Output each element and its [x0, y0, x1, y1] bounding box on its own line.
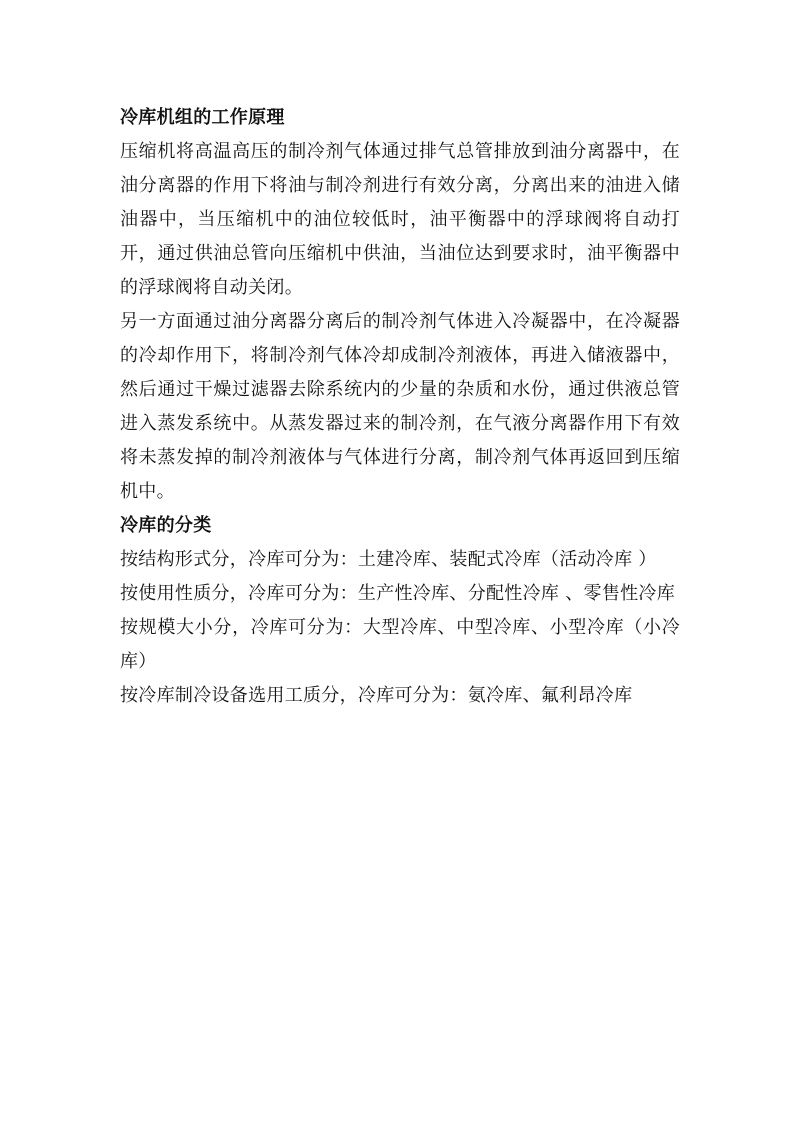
paragraph-refrigerant-cycle: 另一方面通过油分离器分离后的制冷剂气体进入冷凝器中，在冷凝器的冷却作用下，将制冷剂气体冷却成制冷剂液体，再进入储液器中，然后通过干燥过滤器去除系统内的少量的杂质和水份，通过供液总管进入蒸发系统中。从蒸发器过来的制冷剂，在气液分离器作用下有效将未蒸发掉的制冷剂液体与气体进行分离，制冷剂气体再返回到压缩机中。: [120, 311, 680, 502]
paragraph-oil-separation: 压缩机将高温高压的制冷剂气体通过排气总管排放到油分离器中，在油分离器的作用下将油与制冷剂进行有效分离，分离出来的油进入储油器中，当压缩机中的油位较低时，油平衡器中的浮球阀将自动打开，通过供油总管向压缩机中供油，当油位达到要求时，油平衡器中的浮球阀将自动关闭。: [120, 141, 680, 298]
classification-by-refrigerant: 按冷库制冷设备选用工质分，冷库可分为：氨冷库、氟利昂冷库: [120, 685, 633, 706]
document-page: [120, 101, 680, 713]
classification-by-usage: 按使用性质分，冷库可分为：生产性冷库、分配性冷库 、零售性冷库: [120, 583, 676, 604]
classification-by-scale: 按规模大小分，冷库可分为：大型冷库、中型冷库、小型冷库（小冷库）: [120, 617, 680, 672]
classification-by-structure: 按结构形式分，冷库可分为：土建冷库、装配式冷库（活动冷库 ）: [120, 549, 657, 570]
section-heading-working-principle: 冷库机组的工作原理: [120, 107, 285, 128]
section-heading-classification: 冷库的分类: [120, 515, 212, 536]
